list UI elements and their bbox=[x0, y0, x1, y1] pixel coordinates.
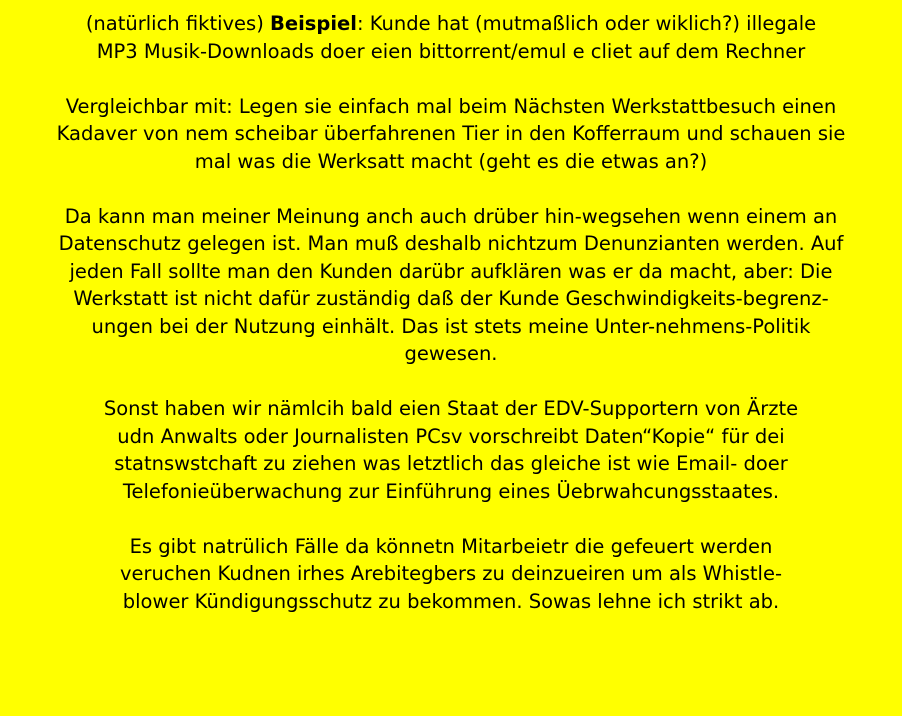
text-segment: Es gibt natrülich Fälle da könnetn Mitarbeietr die gefeuert werden bbox=[129, 534, 773, 558]
text-segment: veruchen Kudnen irhes Arebitegbers zu deinzueiren um als Whistle- bbox=[119, 562, 782, 585]
text-segment: Sonst haben wir nämlcih bald eien Staat der EDV-Supportern von Ärzte bbox=[103, 397, 799, 420]
text-line bbox=[6, 450, 896, 478]
text-line bbox=[6, 285, 896, 313]
text-segment: Kadaver von nem scheibar überfahrenen Tier in den Kofferraum und schauen sie bbox=[56, 122, 846, 145]
paragraph bbox=[6, 10, 896, 65]
paragraph-gap bbox=[6, 368, 896, 396]
text-line bbox=[6, 423, 896, 451]
text-line bbox=[6, 230, 896, 258]
paragraph-gap bbox=[6, 65, 896, 93]
paragraph bbox=[6, 203, 896, 368]
text-line bbox=[6, 560, 896, 588]
bold-text-segment: Beispiel bbox=[270, 12, 357, 35]
text-segment: blower Kündigungsschutz zu bekommen. Sowas lehne ich strikt ab. bbox=[122, 589, 780, 613]
text-segment: Da kann man meiner Meinung anch auch drüber hin-wegsehen wenn einem an bbox=[64, 204, 838, 228]
paragraph bbox=[6, 395, 896, 505]
text-line bbox=[6, 93, 896, 121]
text-segment: : Kunde hat (mutmaßlich oder wiklich?) illegale bbox=[356, 12, 817, 35]
text-line bbox=[6, 10, 896, 38]
text-segment: jeden Fall sollte man den Kunden darübr aufklären was er da macht, aber: Die bbox=[69, 259, 833, 283]
text-line bbox=[6, 340, 896, 368]
text-line bbox=[6, 313, 896, 341]
text-line bbox=[6, 395, 896, 423]
text-line bbox=[6, 148, 896, 176]
text-segment: Datenschutz gelegen ist. Man muß deshalb nichtzum Denunzianten werden. Auf bbox=[58, 232, 844, 255]
text-segment: MP3 Musik-Downloads doer eien bittorrent/emul e cliet auf dem Rechner bbox=[96, 39, 806, 63]
text-line bbox=[6, 588, 896, 616]
text-line bbox=[6, 533, 896, 561]
text-segment: mal was die Werksatt macht (geht es die etwas an?) bbox=[194, 149, 708, 173]
paragraph-gap bbox=[6, 505, 896, 533]
text-line bbox=[6, 478, 896, 506]
text-segment: ungen bei der Nutzung einhält. Das ist stets meine Unter-nehmens-Politik bbox=[91, 314, 811, 338]
text-line bbox=[6, 258, 896, 286]
text-line bbox=[6, 203, 896, 231]
text-line bbox=[6, 120, 896, 148]
text-segment: statnswstchaft zu ziehen was letztlich das gleiche ist wie Email- doer bbox=[114, 452, 788, 475]
text-line bbox=[6, 38, 896, 66]
text-segment: Vergleichbar mit: Legen sie einfach mal beim Nächsten Werkstattbesuch einen bbox=[65, 94, 837, 118]
text-segment: gewesen. bbox=[404, 342, 498, 365]
text-segment: Telefonieüberwachung zur Einführung eines Üebrwahcungsstaates. bbox=[122, 479, 780, 503]
paragraph bbox=[6, 533, 896, 616]
text-segment: Werkstatt ist nicht dafür zuständig daß der Kunde Geschwindigkeits-begrenz- bbox=[73, 287, 829, 310]
text-segment: (natürlich fiktives) bbox=[85, 12, 271, 35]
text-segment: udn Anwalts oder Journalisten PCsv vorschreibt Daten“Kopie“ für dei bbox=[117, 424, 785, 448]
paragraph bbox=[6, 93, 896, 176]
paragraph-gap bbox=[6, 175, 896, 203]
